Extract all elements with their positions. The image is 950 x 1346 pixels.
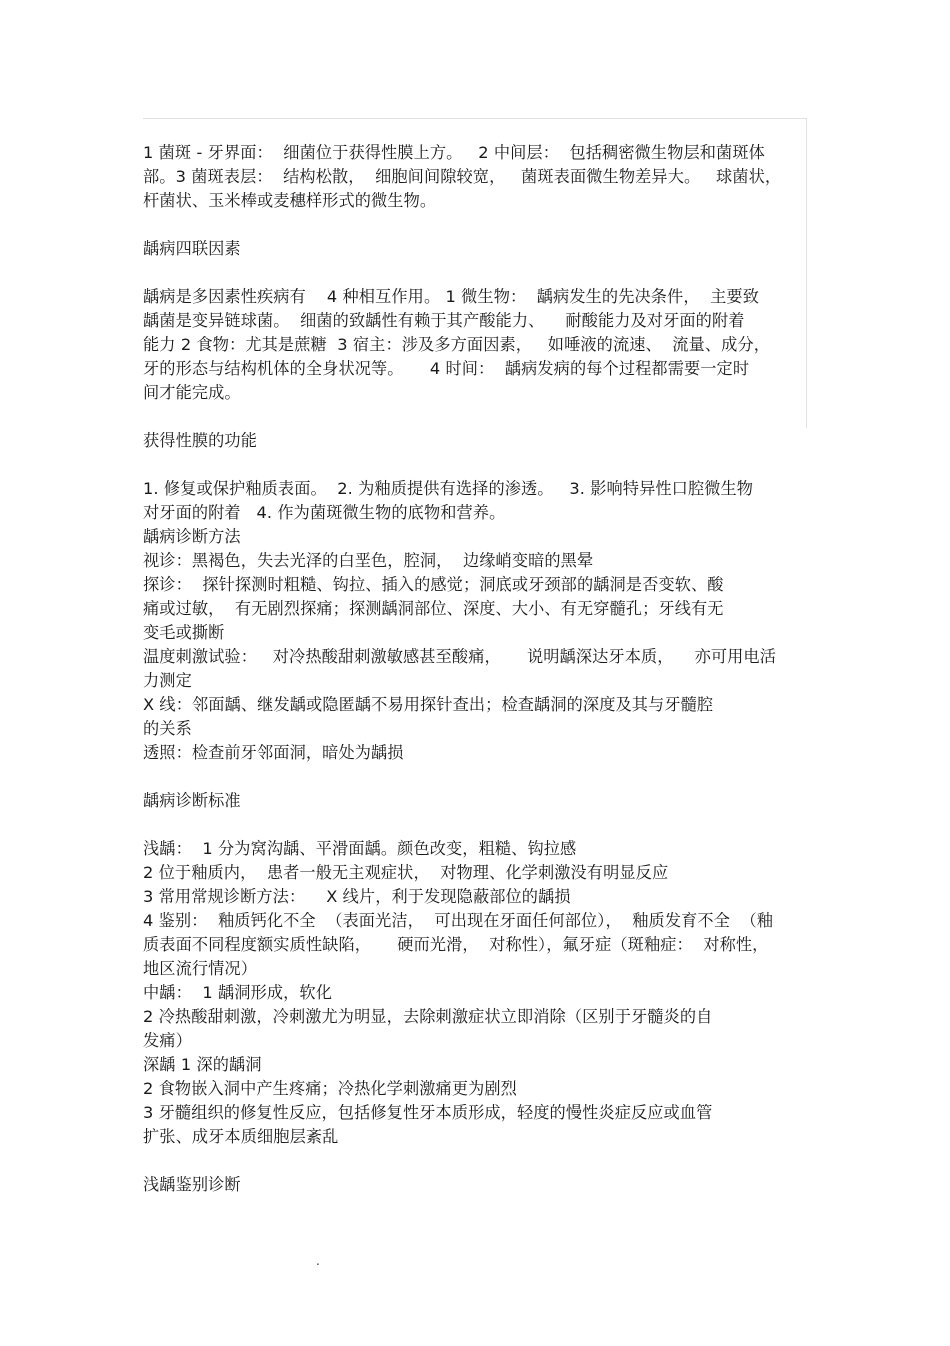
text-line: 部。3 菌斑表层： 结构松散， 细胞间间隙较宽， 菌斑表面微生物差异大。 球菌状， <box>143 167 782 186</box>
text-line: 4 鉴别： 釉质钙化不全 （表面光洁， 可出现在牙面任何部位）， 釉质发育不全 （釉 <box>143 911 774 930</box>
paragraph-plaque-structure <box>143 141 808 213</box>
text-line: 2 食物嵌入洞中产生疼痛；冷热化学刺激痛更为剧烈 <box>143 1079 517 1098</box>
text-line: 扩张、成牙本质细胞层紊乱 <box>143 1127 339 1146</box>
text-line: 龋病诊断方法 <box>143 527 241 546</box>
text-line: 变毛或撕断 <box>143 623 225 642</box>
text-line: 视诊：黑褐色，失去光泽的白垩色，腔洞， 边缘峭变暗的黑晕 <box>143 551 594 570</box>
text-line: 探诊： 探针探测时粗糙、钩拉、插入的感觉；洞底或牙颈部的龋洞是否变软、酸 <box>143 575 724 594</box>
text-line: 温度刺激试验： 对冷热酸甜刺激敏感甚至酸痛， 说明龋深达牙本质， 亦可用电活 <box>143 647 777 666</box>
text-line: 能力 2 食物：尤其是蔗糖 3 宿主：涉及多方面因素， 如唾液的流速、 流量、成分， <box>143 335 771 354</box>
text-line: 质表面不同程度额实质性缺陷， 硬而光滑， 对称性），氟牙症（斑釉症： 对称性， <box>143 935 769 954</box>
text-line: 的关系 <box>143 719 192 738</box>
heading-diagnosis-criteria: 龋病诊断标准 <box>143 791 241 810</box>
text-line: 龋病是多因素性疾病有 4 种相互作用。 1 微生物： 龋病发生的先决条件， 主要致 <box>143 287 759 306</box>
text-line: 3 牙髓组织的修复性反应，包括修复性牙本质形成，轻度的慢性炎症反应或血管 <box>143 1103 713 1122</box>
text-line: 深龋 1 深的龋洞 <box>143 1055 262 1074</box>
frame-top-border <box>143 118 806 119</box>
text-line: 对牙面的附着 4. 作为菌斑微生物的底物和营养。 <box>143 503 506 522</box>
text-line: 地区流行情况） <box>143 959 258 978</box>
text-line: 龋菌是变异链球菌。 细菌的致龋性有赖于其产酸能力、 耐酸能力及对牙面的附着 <box>143 311 745 330</box>
heading-pellicle-function: 获得性膜的功能 <box>143 431 258 450</box>
document-body <box>143 141 808 1197</box>
text-line: 2 冷热酸甜刺激，冷刺激尤为明显，去除刺激症状立即消除（区别于牙髓炎的自 <box>143 1007 713 1026</box>
text-line: X 线：邻面龋、继发龋或隐匿龋不易用探针查出；检查龋洞的深度及其与牙髓腔 <box>143 695 714 714</box>
paragraph-diagnosis-criteria <box>143 837 808 1149</box>
text-line: 力测定 <box>143 671 192 690</box>
text-line: 2 位于釉质内， 患者一般无主观症状， 对物理、化学刺激没有明显反应 <box>143 863 669 882</box>
text-line: 3 常用常规诊断方法： X 线片，利于发现隐蔽部位的龋损 <box>143 887 571 906</box>
text-line: 中龋： 1 龋洞形成，软化 <box>143 983 333 1002</box>
text-line: 1. 修复或保护釉质表面。 2. 为釉质提供有选择的渗透。 3. 影响特异性口腔微生物 <box>143 479 754 498</box>
text-line: 浅龋： 1 分为窝沟龋、平滑面龋。颜色改变，粗糙、钩拉感 <box>143 839 577 858</box>
heading-four-factors: 龋病四联因素 <box>143 239 241 258</box>
heading-shallow-caries-differential: 浅龋鉴别诊断 <box>143 1175 241 1194</box>
footer-mark: . <box>316 1254 320 1268</box>
text-line: 牙的形态与结构机体的全身状况等。 4 时间： 龋病发病的每个过程都需要一定时 <box>143 359 750 378</box>
text-line: 杆菌状、玉米棒或麦穗样形式的微生物。 <box>143 191 437 210</box>
paragraph-four-factors <box>143 285 808 405</box>
text-line: 发痛） <box>143 1031 192 1050</box>
text-line: 间才能完成。 <box>143 383 241 402</box>
text-line: 透照：检查前牙邻面洞，暗处为龋损 <box>143 743 404 762</box>
text-line: 1 菌斑 - 牙界面： 细菌位于获得性膜上方。 2 中间层： 包括稠密微生物层和菌斑体 <box>143 143 765 162</box>
text-line: 痛或过敏， 有无剧烈探痛；探测龋洞部位、深度、大小、有无穿髓孔；牙线有无 <box>143 599 724 618</box>
paragraph-diagnosis-methods <box>143 477 808 765</box>
